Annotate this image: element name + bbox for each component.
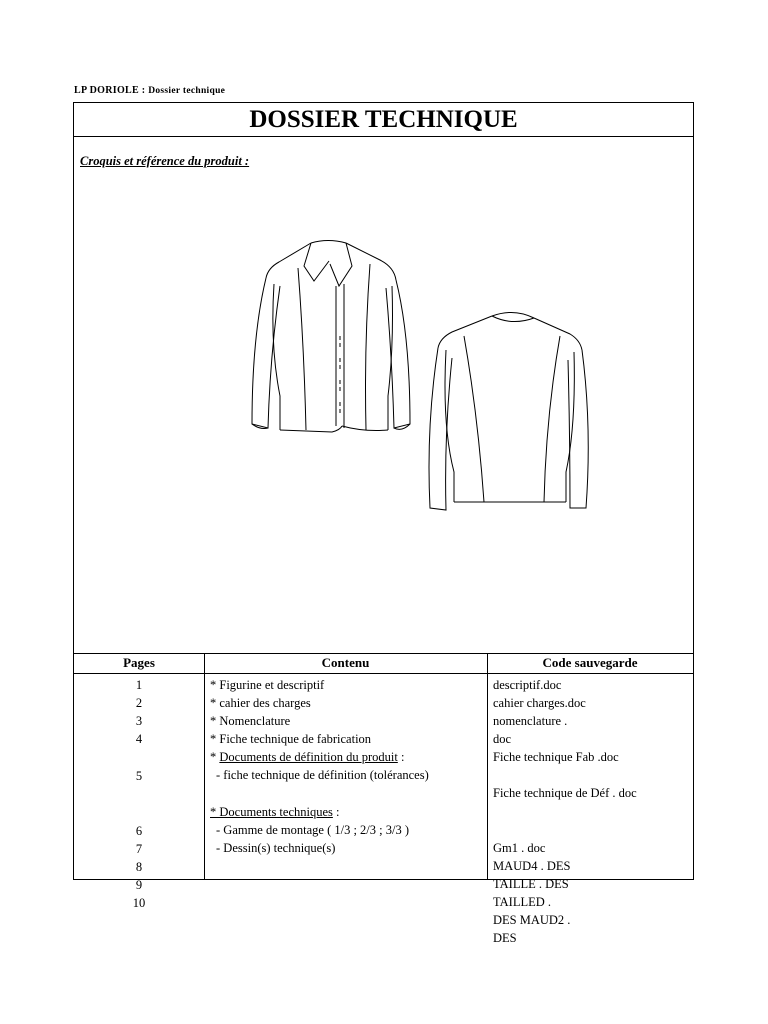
sketch-drawing [74,136,693,653]
code-item: nomenclature . [493,714,568,728]
content-item [210,748,404,766]
content-item: * Fiche technique de fabrication [210,732,372,746]
page-number: 9 [135,878,143,892]
content-item: - Dessin(s) technique(s) [216,841,336,855]
page-number: 2 [135,696,143,710]
content-item: - fiche technique de définition (tolérances) [216,768,429,782]
code-item: DES MAUD2 . [493,913,571,927]
content-item: * Figurine et descriptif [210,678,325,692]
content-colon: : [332,805,340,819]
code-item: TAILLE . DES [493,877,569,891]
jacket-back-icon [429,312,588,510]
content-colon: : [397,750,405,764]
page-number: 4 [135,732,143,746]
content-star: * [210,750,220,764]
contents-table [74,653,693,945]
column-divider [487,653,488,879]
page-number: 6 [135,824,143,838]
page-title: DOSSIER TECHNIQUE [74,103,693,137]
code-item: TAILLED . [493,895,552,909]
page-number: 8 [135,860,143,874]
page-number: 5 [135,769,143,783]
content-item: * cahier des charges [210,696,311,710]
content-item [210,803,340,821]
header-subtitle: Dossier technique [148,86,226,96]
code-item: descriptif.doc [493,678,562,692]
content-definition-docs: Documents de définition du produit [219,750,398,764]
code-item: Gm1 . doc [493,841,546,855]
code-item: Fiche technique Fab .doc [493,750,619,764]
content-item: - Gamme de montage ( 1/3 ; 2/3 ; 3/3 ) [216,823,410,837]
sketch-section [74,136,693,654]
page-number: 10 [132,896,146,910]
code-item: Fiche technique de Déf . doc [493,786,637,800]
code-item: doc [493,732,512,746]
column-divider [204,653,205,879]
header-code: Code sauvegarde [542,655,638,670]
page-number: 1 [135,678,143,692]
content-item: * Nomenclature [210,714,291,728]
header-contenu: Contenu [321,655,370,670]
content-technical-docs: * Documents techniques [210,805,333,819]
sketch-heading: Croquis et référence du produit : [80,154,250,168]
document-frame [73,102,694,945]
code-item: DES [493,931,517,945]
document-header [74,85,225,96]
header-separator: : [138,85,149,96]
header-pages: Pages [123,655,155,670]
code-item: cahier charges.doc [493,696,586,710]
header-divider [74,673,693,674]
jacket-front-icon [252,241,410,433]
code-item: MAUD4 . DES [493,859,571,873]
school-name: LP DORIOLE [74,85,139,96]
page-number: 7 [135,842,143,856]
page-number: 3 [135,714,143,728]
